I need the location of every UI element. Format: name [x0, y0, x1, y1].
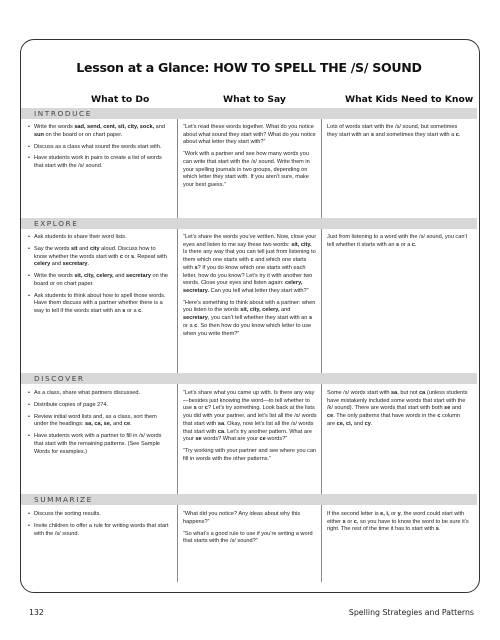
bullet-item: • Write the words sad, send, cent, sit, city, sock, and sun on the board or on chart paper. [28, 124, 170, 139]
cell-discover-what-to-say [183, 390, 317, 468]
column-divider [177, 108, 178, 582]
cell-summarize-what-to-say [183, 511, 317, 550]
paragraph: “Try working with your partner and see where you can fill in words with the other patterns.” [183, 448, 317, 462]
cell-summarize-what-to-do [28, 511, 170, 542]
section-band-summarize [21, 494, 477, 505]
paragraph: Some /s/ words start with sa, but not ca (unless students have mistakenly included some words that start with the /k/ sound). There are words that start with both se and ce. The only patterns that have words in the c column are ce, ci, and cy. [327, 390, 468, 427]
paragraph: “What did you notice? Any ideas about why this happens?” [183, 511, 301, 525]
section-band-introduce [21, 108, 477, 119]
paragraph: “Let’s share the words you’ve written. Now, close your eyes and listen to me say these two words: sit, city. Is there any way that you can tell just from listening to them which one starts with c and which one starts with s? If you do know which one starts with each letter, how do you know? Let’s try it with another two words. Close your eyes and listen again: celery, secretary. Can you tell what letter they start with?” [183, 234, 317, 294]
section-label: INTRODUCE [34, 109, 92, 118]
paragraph: “Let’s share what you came up with. Is there any way—besides just knowing the word—to tell whether to use s or c? Let’s try something. Look back at the lists you did with your partner, and let’s list all the /s/ words that start with sa. Okay, now let’s list all the /s/ words that start with ca. Let’s try another pattern. What are your se words? What are your ce words?” [183, 390, 317, 443]
column-divider [321, 108, 322, 582]
page-number: 132 [29, 608, 44, 617]
section-label: EXPLORE [34, 219, 79, 228]
paragraph: Lots of words start with the /s/ sound, but sometimes they start with an s and sometimes they start with a c. [327, 124, 461, 138]
bullet-item: • Discuss the sorting results. [28, 511, 170, 519]
cell-discover-what-to-do [28, 390, 170, 460]
bullet-item: • Review initial word lists and, as a class, sort them under the headings: sa, ca, se, and ce. [28, 414, 170, 429]
bullet-item: • Have students work with a partner to fill in /s/ words that start with the remaining patterns. (See Sample Words for examples.) [28, 433, 170, 456]
paragraph: “Let’s read these words together. What do you notice about what sound they start with? What do you notice about what letter they start with?” [183, 124, 316, 146]
cell-explore-what-to-do [28, 234, 170, 320]
section-band-explore [21, 218, 477, 229]
bullet-item: • Distribute copies of page 274. [28, 402, 170, 410]
column-header-what-kids-need-to-know: What Kids Need to Know [345, 94, 474, 105]
section-label: DISCOVER [34, 374, 85, 383]
cell-introduce-what-kids-need-to-know [327, 124, 469, 144]
section-band-discover [21, 373, 477, 384]
paragraph: If the second letter is e, i, or y, the word could start with either s or c, so you have to know the word to be sure it’s right. The rest of the time it has to start with s. [327, 511, 469, 533]
bullet-item: • Discuss as a class what sound the words start with. [28, 144, 170, 152]
bullet-item: • Have students work in pairs to create a list of words that start with the /s/ sound. [28, 155, 170, 170]
cell-explore-what-to-say [183, 234, 317, 342]
paragraph: Just from listening to a word with the /s/ sound, you can’t tell whether it starts with an s or a c. [327, 234, 468, 248]
cell-explore-what-kids-need-to-know [327, 234, 469, 254]
paragraph: “Work with a partner and see how many words you can write that start with the /s/ sound. Write them in your spelling journals in two groups, depending on which letter they start with. If you aren’t sure, make your best guess.” [183, 151, 310, 189]
cell-discover-what-kids-need-to-know [327, 390, 469, 433]
bullet-item: • Invite children to offer a rule for writing words that start with the /s/ sound. [28, 523, 170, 538]
bullet-item: • As a class, share what partners discussed. [28, 390, 170, 398]
bullet-item: • Say the words sit and city aloud. Discuss how to know whether the words start with c or s. Repeat with celery and secretary. [28, 246, 170, 269]
bullet-item: • Ask students to think about how to spell those words. Have them discuss with a partner whether there is a way to tell if the words start with an s or a c. [28, 293, 170, 316]
cell-summarize-what-kids-need-to-know [327, 511, 469, 538]
column-header-what-to-do: What to Do [91, 94, 150, 105]
cell-introduce-what-to-do [28, 124, 170, 175]
bullet-item: • Write the words sit, city, celery, and secretary on the board or on chart paper. [28, 273, 170, 288]
paragraph: “So what’s a good rule to use if you’re writing a word that starts with the /s/ sound?” [183, 530, 313, 545]
paragraph: “Here’s something to think about with a partner: when you listen to the words sit, city, celery, and secretary, you can’t tell whether they start with an s or a c. So then how do you know which letter to use when you write them?” [183, 299, 316, 337]
page-title: Lesson at a Glance: HOW TO SPELL THE /S/ SOUND [76, 60, 422, 75]
section-label: SUMMARIZE [34, 495, 93, 504]
cell-introduce-what-to-say [183, 124, 317, 194]
bullet-item: • Ask students to share their word lists. [28, 234, 170, 242]
book-title-footer: Spelling Strategies and Patterns [348, 608, 474, 617]
column-header-what-to-say: What to Say [223, 94, 286, 105]
